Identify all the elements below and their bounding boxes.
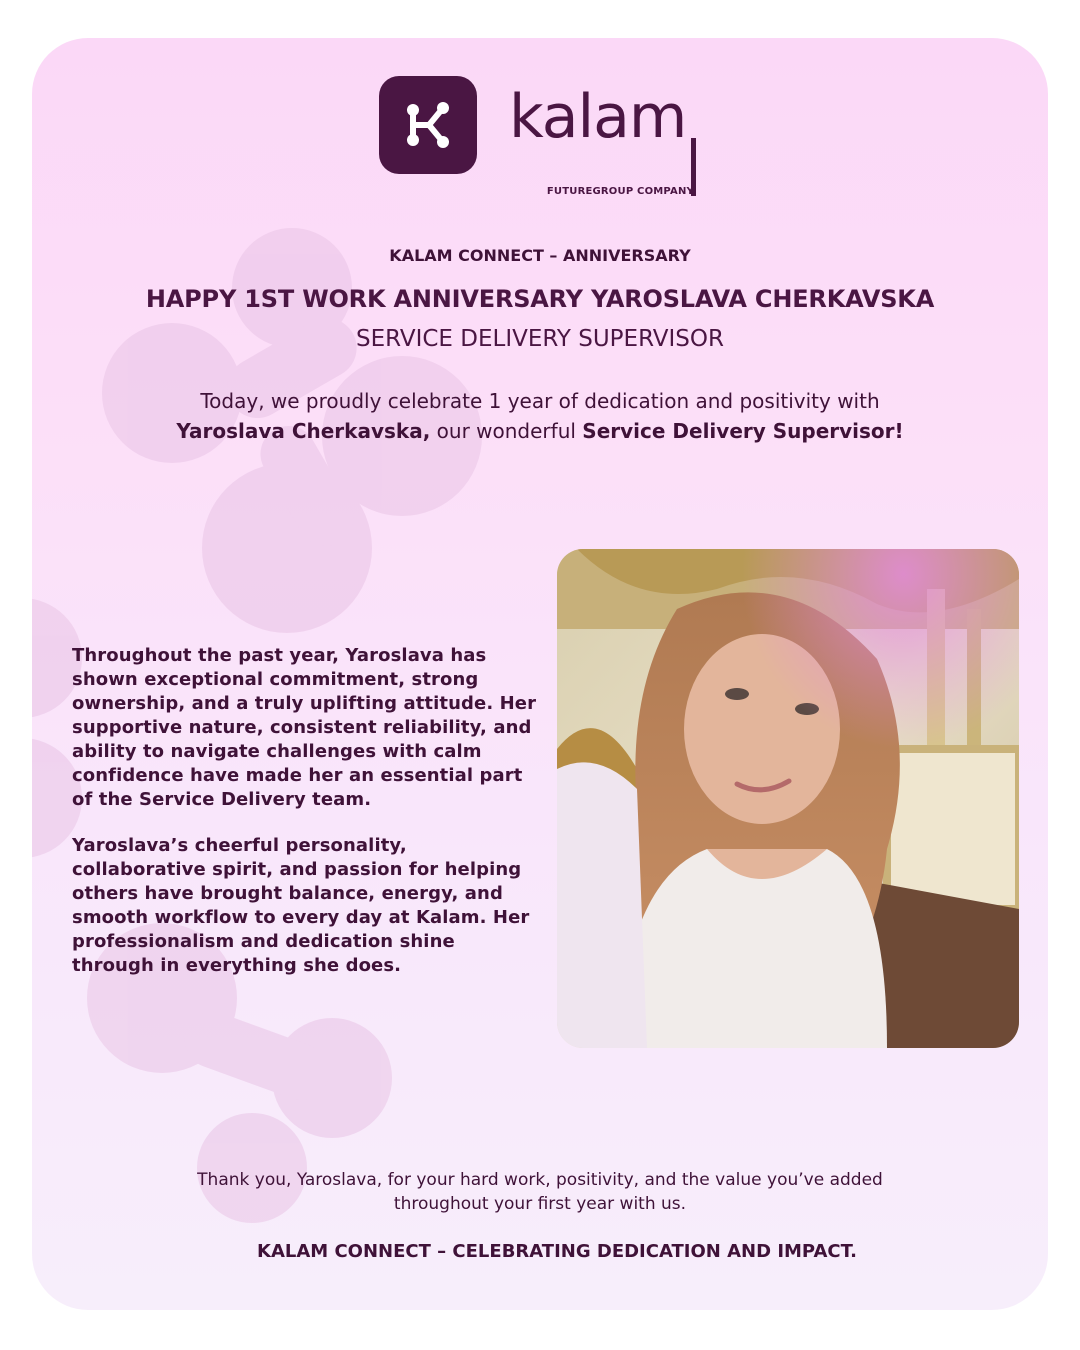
eyebrow-label: KALAM CONNECT – ANNIVERSARY (389, 246, 691, 265)
intro-name: Yaroslava Cherkavska, (176, 419, 431, 443)
intro-part2: our wonderful (430, 419, 583, 443)
body-paragraph-2: Yaroslava’s cheerful personality, collaborative spirit, and passion for helping others have brought balance, energy, and smooth workflow to every day at Kalam. Her professionalism and dedication shine through in everything she does. (72, 835, 530, 976)
brand-tagline: FUTUREGROUP COMPANY (546, 186, 694, 197)
body-text (72, 644, 542, 1000)
job-title: SERVICE DELIVERY SUPERVISOR (355, 326, 724, 352)
intro-paragraph (112, 386, 968, 446)
signoff-line: KALAM CONNECT – CELEBRATING DEDICATION AND IMPACT. (257, 1241, 857, 1262)
kalam-wordmark: kalam (509, 82, 687, 152)
closing-message: Thank you, Yaroslava, for your hard work, positivity, and the value you’ve added throughout your first year with us. (197, 1170, 883, 1214)
body-paragraph-1: Throughout the past year, Yaroslava has shown exceptional commitment, strong ownership, and a truly uplifting attitude. Her supportive nature, consistent reliability, and ability to navigate challenges with calm confidence have made her an essential part of the Service Delivery team. (72, 645, 537, 810)
anniversary-card (32, 38, 1048, 1310)
intro-part1: Today, we proudly celebrate 1 year of dedication and positivity with (200, 389, 880, 413)
employee-photo (557, 549, 1019, 1048)
headline: HAPPY 1ST WORK ANNIVERSARY YAROSLAVA CHERKAVSKA (145, 285, 935, 313)
intro-role: Service Delivery Supervisor! (582, 419, 904, 443)
kalam-k-molecule-icon (379, 76, 477, 174)
